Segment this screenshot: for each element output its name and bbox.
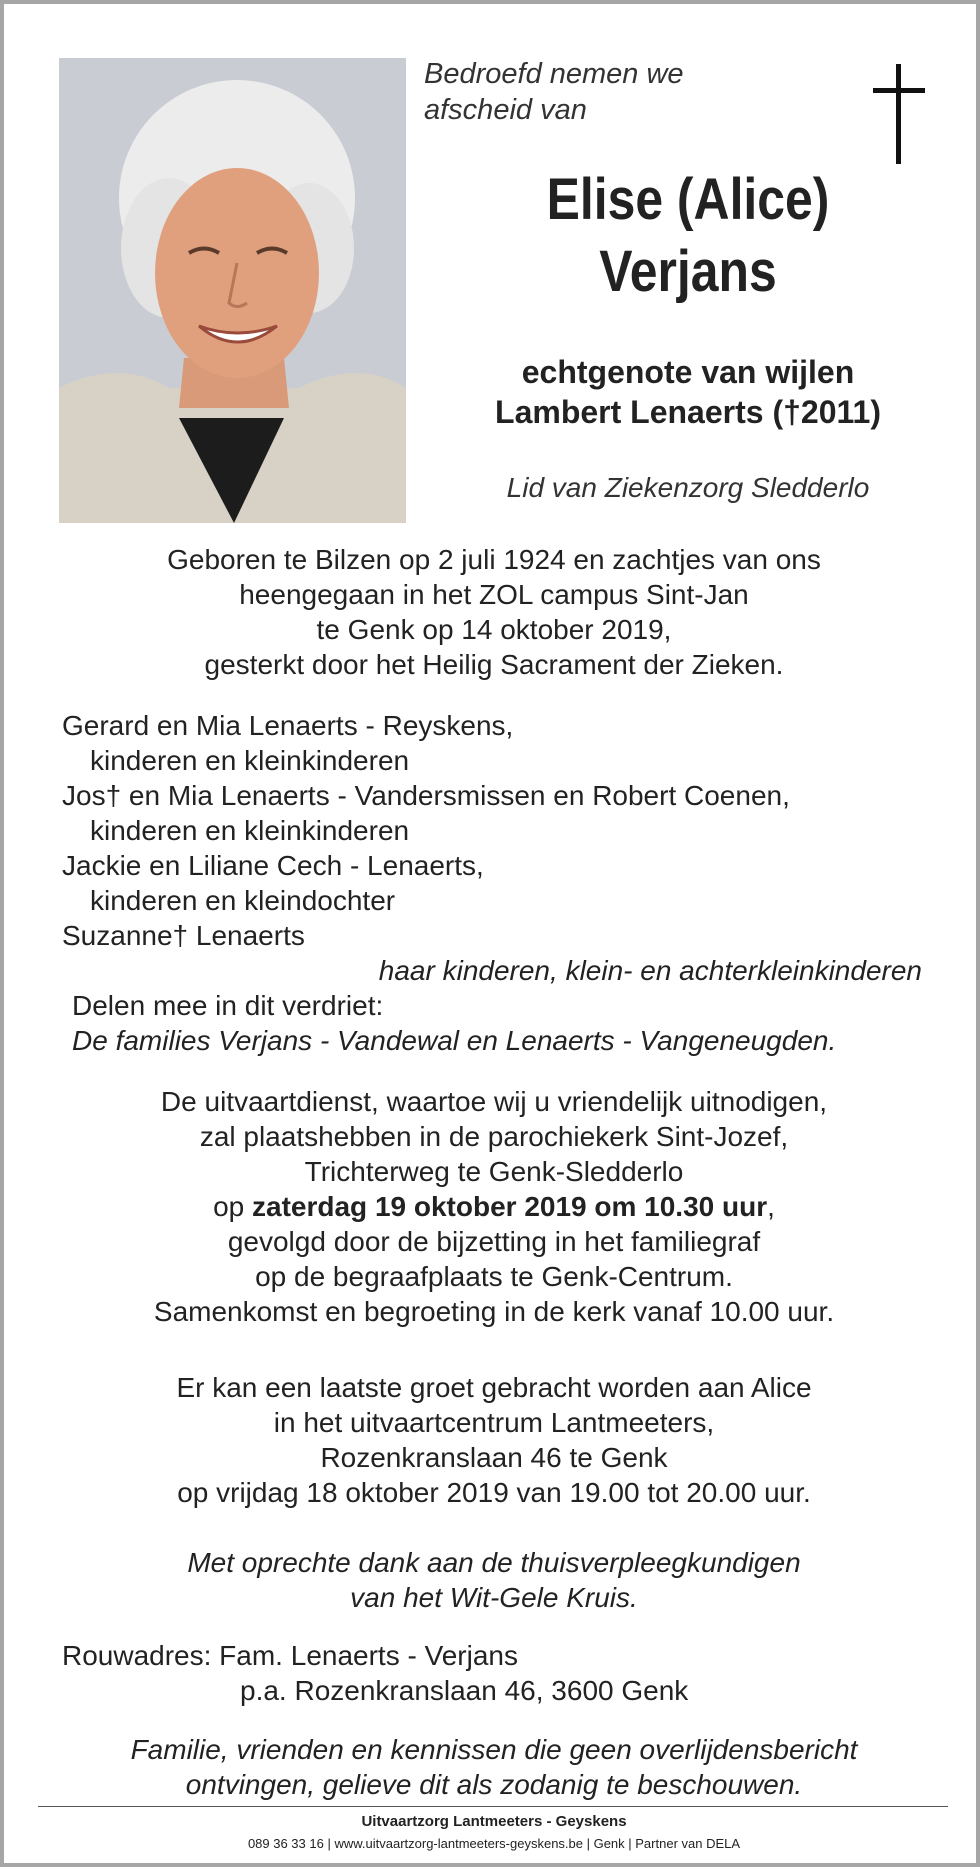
text-line: Trichterweg te Genk-Sledderlo bbox=[304, 1156, 684, 1187]
visitation-text bbox=[44, 1370, 944, 1510]
cross-icon bbox=[869, 64, 929, 164]
name-line-2: Verjans bbox=[599, 239, 777, 304]
family-member-sub: kinderen en kleindochter bbox=[90, 885, 396, 916]
service-date-line bbox=[44, 1189, 944, 1224]
address-line-1: Rouwadres: Fam. Lenaerts - Verjans bbox=[62, 1640, 518, 1671]
spouse-line-2: Lambert Lenaerts (†2011) bbox=[495, 394, 881, 430]
text-line: gesterkt door het Heilig Sacrament der Zieken. bbox=[204, 649, 784, 680]
text-line: Met oprechte dank aan de thuisverpleegkundigen bbox=[187, 1547, 801, 1578]
text-line: zal plaatshebben in de parochiekerk Sint-Jozef, bbox=[199, 1121, 789, 1152]
footer-divider bbox=[38, 1806, 948, 1807]
text-line: Samenkomst en begroeting in de kerk vanaf 10.00 uur. bbox=[153, 1296, 835, 1327]
share-label: Delen mee in dit verdriet: bbox=[72, 990, 384, 1021]
text-line: ontvingen, gelieve dit als zodanig te beschouwen. bbox=[185, 1769, 803, 1800]
text-line: Familie, vrienden en kennissen die geen overlijdensbericht bbox=[130, 1734, 858, 1765]
text-line: gevolgd door de bijzetting in het familiegraf bbox=[227, 1226, 761, 1257]
closing-text bbox=[44, 1732, 944, 1802]
family-member-sub: kinderen en kleinkinderen bbox=[90, 815, 410, 846]
family-summary: haar kinderen, klein- en achterkleinkinderen bbox=[378, 955, 922, 986]
family-member-name: Jos† en Mia Lenaerts - Vandersmissen en Robert Coenen, bbox=[62, 780, 790, 811]
date-prefix: op bbox=[213, 1191, 253, 1222]
intro-text bbox=[424, 56, 744, 128]
intro-line: afscheid van bbox=[424, 94, 587, 126]
family-member-sub: kinderen en kleinkinderen bbox=[90, 745, 410, 776]
funeral-service-text bbox=[44, 1084, 944, 1329]
family-list bbox=[62, 708, 962, 1058]
spouse-line-1: echtgenote van wijlen bbox=[521, 354, 855, 390]
text-line: op vrijdag 18 oktober 2019 van 19.00 tot 20.00 uur. bbox=[177, 1477, 811, 1508]
membership-text: Lid van Ziekenzorg Sledderlo bbox=[506, 472, 870, 503]
text-line: van het Wit-Gele Kruis. bbox=[350, 1582, 638, 1613]
portrait-illustration bbox=[59, 58, 406, 523]
spouse-info bbox=[422, 352, 954, 432]
share-families: De families Verjans - Vandewal en Lenaerts - Vangeneugden. bbox=[72, 1025, 837, 1056]
text-line: De uitvaartdienst, waartoe wij u vriendelijk uitnodigen, bbox=[160, 1086, 828, 1117]
family-member-name: Suzanne† Lenaerts bbox=[62, 920, 305, 951]
date-suffix: , bbox=[767, 1191, 775, 1222]
service-date: zaterdag 19 oktober 2019 om 10.30 uur bbox=[252, 1191, 768, 1222]
address-line-2: p.a. Rozenkranslaan 46, 3600 Genk bbox=[240, 1675, 689, 1706]
funeral-home-name: Uitvaartzorg Lantmeeters - Geyskens bbox=[361, 1813, 627, 1830]
text-line: heengegaan in het ZOL campus Sint-Jan bbox=[239, 579, 749, 610]
family-member-name: Jackie en Liliane Cech - Lenaerts, bbox=[62, 850, 484, 881]
deceased-name bbox=[459, 164, 917, 308]
portrait-photo bbox=[59, 58, 406, 523]
funeral-home-contact: 089 36 33 16 | www.uitvaartzorg-lantmeeters-geyskens.be | Genk | Partner van DELA bbox=[247, 1836, 741, 1851]
mourning-address bbox=[62, 1638, 962, 1708]
text-line: op de begraafplaats te Genk-Centrum. bbox=[255, 1261, 733, 1292]
intro-line: Bedroefd nemen we bbox=[424, 58, 684, 90]
text-line: in het uitvaartcentrum Lantmeeters, bbox=[273, 1407, 715, 1438]
text-line: Er kan een laatste groet gebracht worden aan Alice bbox=[176, 1372, 812, 1403]
name-line-1: Elise (Alice) bbox=[546, 167, 830, 232]
thanks-text bbox=[44, 1545, 944, 1615]
family-member-name: Gerard en Mia Lenaerts - Reyskens, bbox=[62, 710, 514, 741]
text-line: Geboren te Bilzen op 2 juli 1924 en zachtjes van ons bbox=[167, 544, 821, 575]
birth-death-text bbox=[44, 542, 944, 682]
text-line: te Genk op 14 oktober 2019, bbox=[316, 614, 672, 645]
text-line: Rozenkranslaan 46 te Genk bbox=[320, 1442, 668, 1473]
